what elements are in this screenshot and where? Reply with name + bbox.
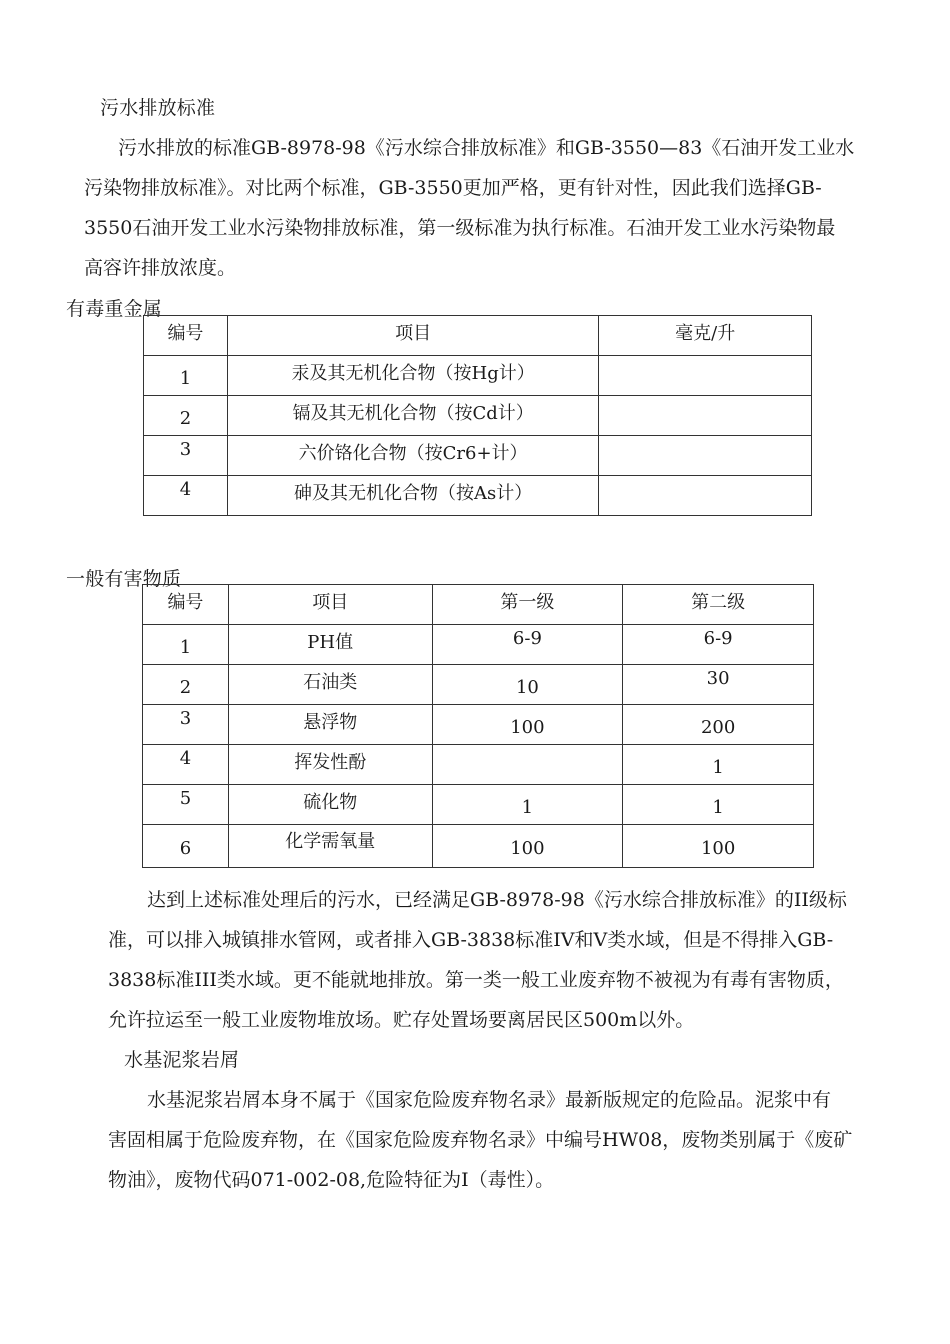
table-cell-number: 1 xyxy=(144,356,228,396)
table-row xyxy=(143,785,814,825)
table-row xyxy=(144,356,812,396)
table-row xyxy=(143,665,814,705)
table-row xyxy=(143,705,814,745)
table-cell-level1: 100 xyxy=(432,825,623,868)
paragraph-line: 3550石油开发工业水污染物排放标准，第一级标准为执行标准。石油开发工业水污染物最 xyxy=(84,217,836,239)
table-cell-number: 1 xyxy=(143,625,229,665)
table-cell-level2: 1 xyxy=(623,785,814,825)
table-cell-level2: 6-9 xyxy=(623,625,814,665)
table-cell-level2: 1 xyxy=(623,745,814,785)
table-cell-number: 5 xyxy=(143,785,229,825)
table-cell-level2: 30 xyxy=(623,665,814,705)
table-cell-number: 3 xyxy=(143,705,229,745)
table-row xyxy=(144,396,812,436)
header-cell: 项目 xyxy=(227,316,598,356)
table-cell-item: 砷及其无机化合物（按As计） xyxy=(227,476,598,516)
table-cell-level1: 1 xyxy=(432,785,623,825)
table-row xyxy=(143,625,814,665)
table-cell-level1: 6-9 xyxy=(432,625,623,665)
section-heading-mud: 水基泥浆岩屑 xyxy=(124,1049,240,1071)
header-cell: 毫克/升 xyxy=(599,316,812,356)
paragraph-line: 水基泥浆岩屑本身不属于《国家危险废弃物名录》最新版规定的危险品。泥浆中有 xyxy=(147,1089,832,1111)
table-cell-item: 硫化物 xyxy=(228,785,432,825)
table-cell-item: 六价铬化合物（按Cr6+计） xyxy=(227,436,598,476)
table-cell-value xyxy=(599,436,812,476)
header-cell: 编号 xyxy=(144,316,228,356)
table-cell-number: 3 xyxy=(144,436,228,476)
header-cell: 第一级 xyxy=(432,585,623,625)
table-header-row xyxy=(143,585,814,625)
table-cell-value xyxy=(599,396,812,436)
header-cell: 项目 xyxy=(228,585,432,625)
table-cell-number: 4 xyxy=(143,745,229,785)
table-cell-value xyxy=(599,476,812,516)
paragraph-line: 3838标准III类水域。更不能就地排放。第一类一般工业废弃物不被视为有毒有害物质， xyxy=(108,969,844,991)
table-cell-level1: 10 xyxy=(432,665,623,705)
paragraph-line: 污水排放的标准GB-8978-98《污水综合排放标准》和GB-3550—83《石油开发工业水 xyxy=(118,137,855,159)
table-cell-level1: 100 xyxy=(432,705,623,745)
table-cell-item: 镉及其无机化合物（按Cd计） xyxy=(227,396,598,436)
paragraph-line: 高容许排放浓度。 xyxy=(84,257,237,279)
table-cell-item: 石油类 xyxy=(228,665,432,705)
table-cell-level2: 100 xyxy=(623,825,814,868)
table-row xyxy=(143,745,814,785)
paragraph-line: 允许拉运至一般工业废物堆放场。贮存处置场要离居民区500m以外。 xyxy=(108,1009,695,1031)
section-heading-sewage: 污水排放标准 xyxy=(100,97,216,119)
paragraph-line: 达到上述标准处理后的污水，已经满足GB-8978-98《污水综合排放标准》的II级标 xyxy=(147,889,847,911)
table-cell-number: 2 xyxy=(143,665,229,705)
hazardous-substances-table xyxy=(142,584,814,868)
paragraph-line: 物油》，废物代码071-002-08,危险特征为I（毒性）。 xyxy=(108,1169,555,1191)
table-caption-hazardous: 一般有害物质 xyxy=(66,568,182,590)
header-cell: 编号 xyxy=(143,585,229,625)
table-caption-heavy-metals: 有毒重金属 xyxy=(66,298,163,320)
table-row xyxy=(143,825,814,868)
table-row xyxy=(144,436,812,476)
table-cell-item: PH值 xyxy=(228,625,432,665)
table-cell-item: 化学需氧量 xyxy=(228,825,432,868)
table-cell-value xyxy=(599,356,812,396)
table-cell-item: 悬浮物 xyxy=(228,705,432,745)
table-cell-item: 挥发性酚 xyxy=(228,745,432,785)
table-cell-number: 6 xyxy=(143,825,229,868)
paragraph-line: 害固相属于危险废弃物，在《国家危险废弃物名录》中编号HW08，废物类别属于《废矿 xyxy=(108,1129,853,1151)
table-cell-number: 2 xyxy=(144,396,228,436)
table-header-row xyxy=(144,316,812,356)
header-cell: 第二级 xyxy=(623,585,814,625)
heavy-metals-table xyxy=(143,315,812,516)
table-row xyxy=(144,476,812,516)
paragraph-line: 污染物排放标准》。对比两个标准，GB-3550更加严格，更有针对性，因此我们选择GB- xyxy=(84,177,822,199)
table-cell-item: 汞及其无机化合物（按Hg计） xyxy=(227,356,598,396)
paragraph-line: 准，可以排入城镇排水管网，或者排入GB-3838标准IV和V类水域，但是不得排入GB- xyxy=(108,929,834,951)
table-cell-level2: 200 xyxy=(623,705,814,745)
table-cell-number: 4 xyxy=(144,476,228,516)
table-cell-level1 xyxy=(432,745,623,785)
